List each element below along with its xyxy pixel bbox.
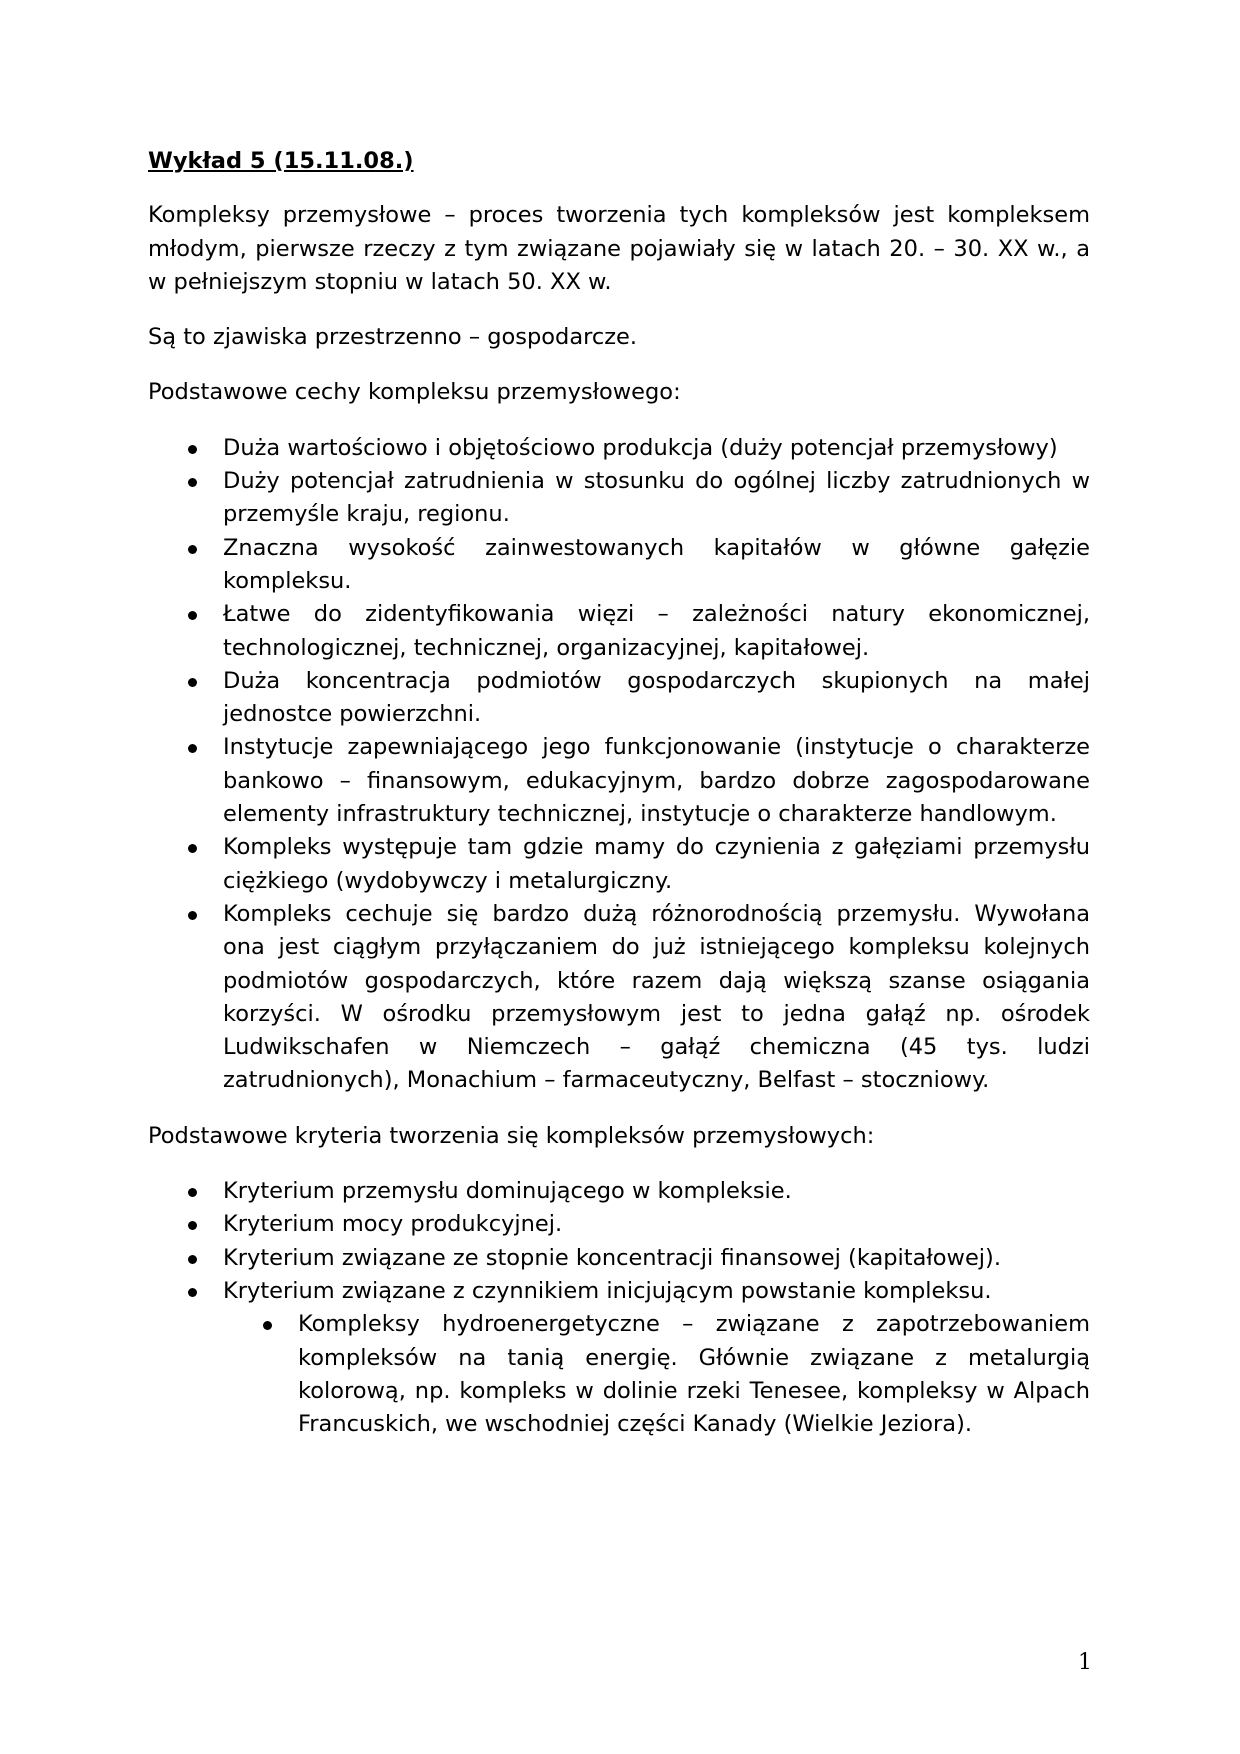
features-heading: Podstawowe cechy kompleksu przemysłowego: <box>148 379 681 406</box>
criteria-heading: Podstawowe kryteria tworzenia się kompleksów przemysłowych: <box>148 1122 875 1149</box>
feature-item: Duża koncentracja podmiotów gospodarczych skupionych na małej jednostce powierzchni. <box>148 665 1090 732</box>
criteria-item: Kryterium przemysłu dominującego w kompleksie. <box>148 1175 1090 1208</box>
document-page <box>148 145 1090 1441</box>
page-number: 1 <box>1078 1650 1092 1675</box>
feature-item: Instytucje zapewniającego jego funkcjonowanie (instytucje o charakterze bankowo – finansowym, edukacyjnym, bardzo dobrze zagospodarowane elementy infrastruktury technicznej, instytucje o charakterze handlowym. <box>148 731 1090 831</box>
criteria-sub-item: Kompleksy hydroenergetyczne – związane z zapotrzebowaniem kompleksów na tanią energię. Głównie związane z metalurgią kolorową, np. kompleks w dolinie rzeki Tenesee, kompleksy w Alpach Francuskich, we wschodniej części Kanady (Wielkie Jeziora). <box>223 1308 1090 1441</box>
definition-paragraph: Są to zjawiska przestrzenno – gospodarcze. <box>148 324 638 351</box>
criteria-sublist <box>223 1308 1090 1441</box>
feature-item: Znaczna wysokość zainwestowanych kapitałów w główne gałęzie kompleksu. <box>148 532 1090 599</box>
criteria-item: Kryterium mocy produkcyjnej. <box>148 1208 1090 1241</box>
criteria-list <box>148 1175 1090 1308</box>
criteria-sublist-wrapper <box>148 1308 1090 1441</box>
feature-item: Łatwe do zidentyfikowania więzi – zależności natury ekonomicznej, technologicznej, technicznej, organizacyjnej, kapitałowej. <box>148 598 1090 665</box>
feature-item: Duży potencjał zatrudnienia w stosunku do ogólnej liczby zatrudnionych w przemyśle kraju, regionu. <box>148 465 1090 532</box>
feature-item: Kompleks występuje tam gdzie mamy do czynienia z gałęziami przemysłu ciężkiego (wydobywczy i metalurgiczny. <box>148 831 1090 898</box>
criteria-item: Kryterium związane ze stopnie koncentracji finansowej (kapitałowej). <box>148 1242 1090 1275</box>
feature-item: Duża wartościowo i objętościowo produkcja (duży potencjał przemysłowy) <box>148 432 1090 465</box>
lecture-title: Wykład 5 (15.11.08.) <box>148 148 414 174</box>
feature-item: Kompleks cechuje się bardzo dużą różnorodnością przemysłu. Wywołana ona jest ciągłym przyłączaniem do już istniejącego kompleksu kolejnych podmiotów gospodarczych, które razem dają większą szanse osiągania korzyści. W ośrodku przemysłowym jest to jedna gałąź np. ośrodek Ludwikschafen w Niemczech – gałąź chemiczna (45 tys. ludzi zatrudnionych), Monachium – farmaceutyczny, Belfast – stoczniowy. <box>148 898 1090 1098</box>
intro-paragraph: Kompleksy przemysłowe – proces tworzenia tych kompleksów jest kompleksem młodym, pierwsze rzeczy z tym związane pojawiały się w latach 20. – 30. XX w., a w pełniejszym stopniu w latach 50. XX w. <box>148 202 1090 295</box>
features-list <box>148 432 1090 1098</box>
criteria-item: Kryterium związane z czynnikiem inicjującym powstanie kompleksu. <box>148 1275 1090 1308</box>
